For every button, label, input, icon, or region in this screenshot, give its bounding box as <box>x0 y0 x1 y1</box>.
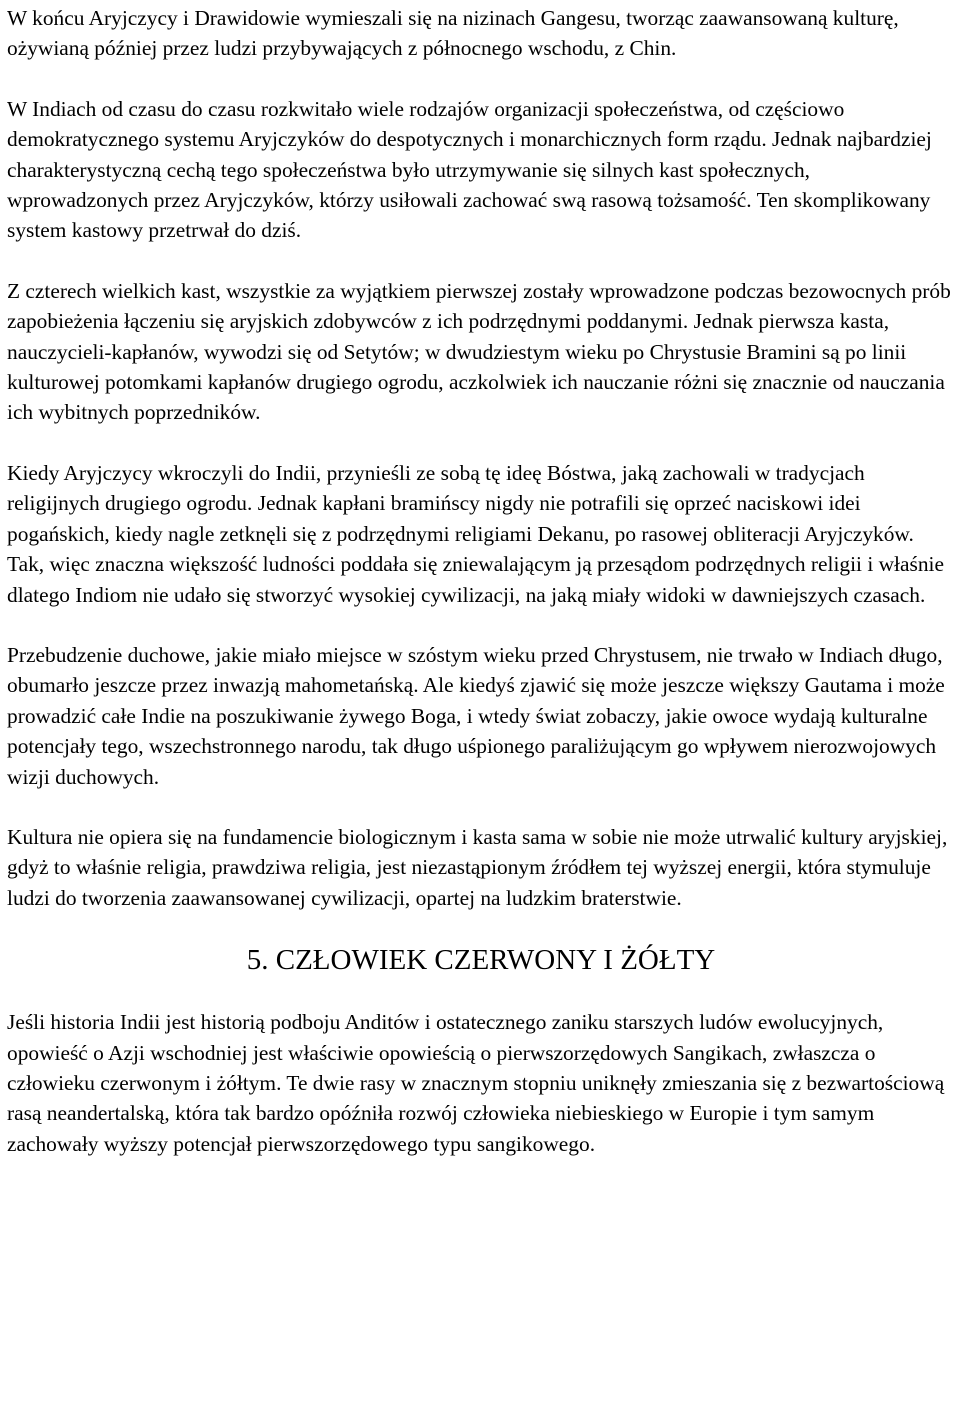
paragraph-east-asia: Jeśli historia Indii jest historią podboju Anditów i ostatecznego zaniku starszych ludów ewolucyjnych, opowieść o Azji wschodniej jest właściwie opowieścią o pierwszorzędowych Sangikach, zwłaszcza o człowieku czerwonym i żółtym. Te dwie rasy w znacznym stopniu uniknęły zmieszania się z bezwartościową rasą neandertalską, która tak bardzo opóźniła rozwój człowieka niebieskiego w Europie i tym samym zachowały wyższy potencjał pierwszorzędowego typu sangikowego. <box>7 1010 945 1156</box>
paragraph-aryan-religion: Kiedy Aryjczycy wkroczyli do Indii, przynieśli ze sobą tę ideę Bóstwa, jaką zachowali w tradycjach religijnych drugiego ogrodu. Jednak kapłani bramińscy nigdy nie potrafili się oprzeć naciskowi idei pogańskich, kiedy nagle zetknęli się z podrzędnymi religiami Dekanu, po rasowej obliteracji Aryjczyków. Tak, więc znaczna większość ludności poddała się zniewalającym ją przesądom podrzędnych religii i właśnie dlatego Indiom nie udało się stworzyć wysokiej cywilizacji, na jaką miały widoki w dawniejszych czasach. <box>7 460 944 607</box>
paragraph-ganges-culture: W końcu Aryjczycy i Drawidowie wymieszali się na nizinach Gangesu, tworząc zaawansowaną kulturę, ożywianą później przez ludzi przybywających z północnego wschodu, z Chin. <box>7 6 899 61</box>
paragraph-society-castes: W Indiach od czasu do czasu rozkwitało wiele rodzajów organizacji społeczeństwa, od częściowo demokratycznego systemu Aryjczyków do despotycznych i monarchicznych form rządu. Jednak najbardziej charakterystyczną cechą tego społeczeństwa było utrzymywanie się silnych kast społecznych, wprowadzonych przez Aryjczyków, którzy usiłowali zachować swą rasową tożsamość. Ten skomplikowany system kastowy przetrwał do dziś. <box>7 96 932 243</box>
document-page <box>7 3 955 1189</box>
paragraph-spiritual-awakening: Przebudzenie duchowe, jakie miało miejsce w szóstym wieku przed Chrystusem, nie trwało w Indiach długo, obumarło jeszcze przez inwazją mahometańską. Ale kiedyś zjawić się może jeszcze większy Gautama i może prowadzić całe Indie na poszukiwanie żywego Boga, i wtedy świat zobaczy, jakie owoce wydają kulturalne potencjały tego, wszechstronnego narodu, tak długo uśpionego paraliżującym go wpływem nierozwojowych wizji duchowych. <box>7 642 945 789</box>
paragraph-four-castes: Z czterech wielkich kast, wszystkie za wyjątkiem pierwszej zostały wprowadzone podczas bezowocnych prób zapobieżenia łączeniu się aryjskich zdobywców z ich podrzędnymi poddanymi. Jednak pierwsza kasta, nauczycieli-kapłanów, wywodzi się od Setytów; w dwudziestym wieku po Chrystusie Bramini są po linii kulturowej potomkami kapłanów drugiego ogrodu, aczkolwiek ich nauczanie różni się znacznie od nauczania ich wybitnych poprzedników. <box>7 278 951 425</box>
section-heading: 5. CZŁOWIEK CZERWONY I ŻÓŁTY <box>246 944 716 977</box>
paragraph-culture-religion: Kultura nie opiera się na fundamencie biologicznym i kasta sama w sobie nie może utrwalić kultury aryjskiej, gdyż to właśnie religia, prawdziwa religia, jest niezastąpionym źródłem tej wyższej energii, która stymuluje ludzi do tworzenia zaawansowanej cywilizacji, opartej na ludzkim braterstwie. <box>7 824 948 910</box>
